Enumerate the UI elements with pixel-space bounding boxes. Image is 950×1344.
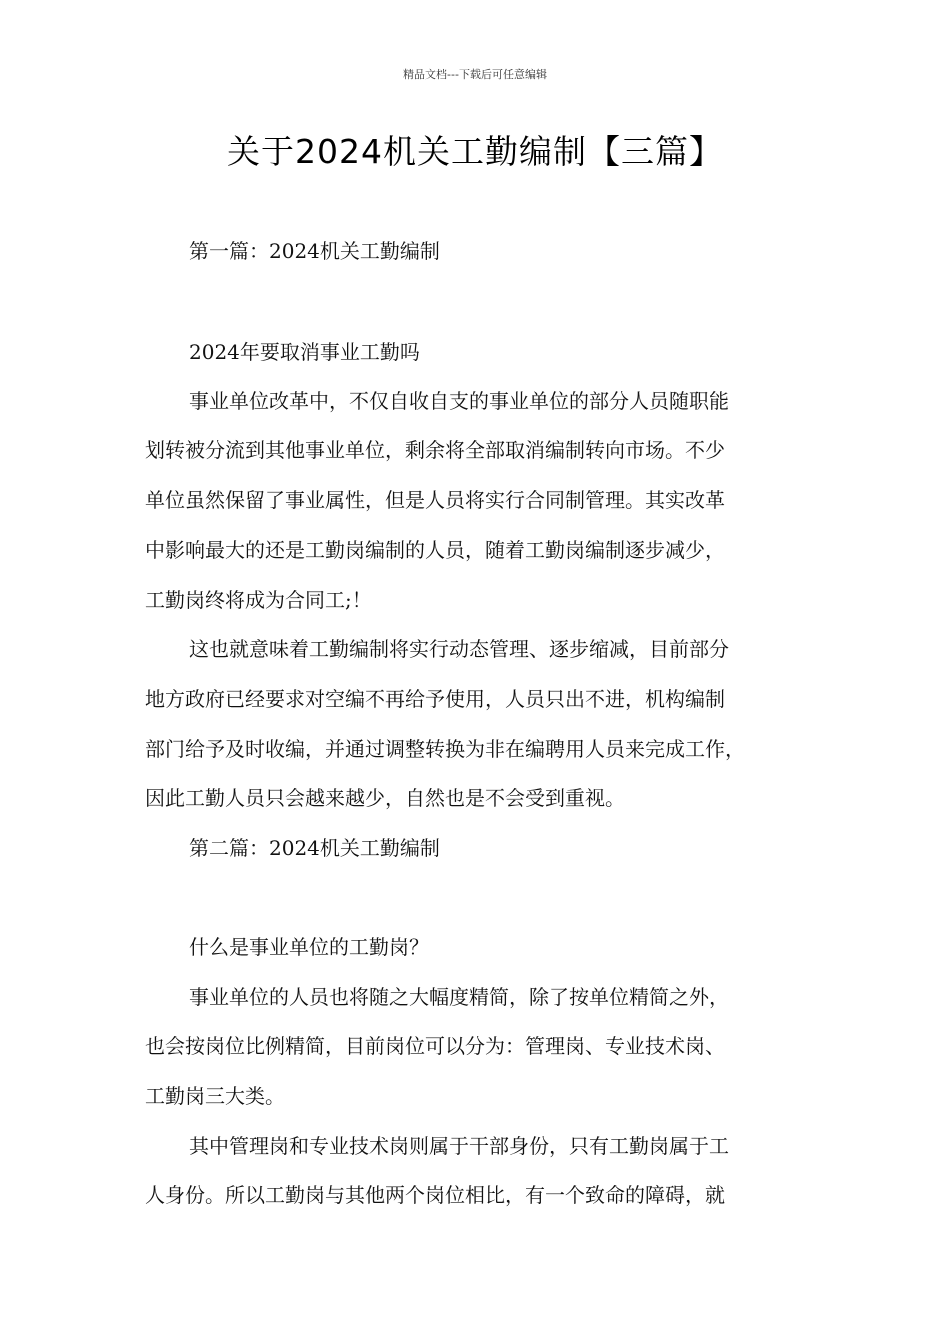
header-note: 精品文档---下载后可任意编辑 [403,68,547,81]
section-heading-1: 第一篇：2024机关工勤编制 [189,239,440,263]
paragraph-line: 工勤岗终将成为合同工;！ [145,588,372,612]
paragraph-line: 单位虽然保留了事业属性，但是人员将实行合同制管理。其实改革 [145,488,725,512]
subheading-2: 什么是事业单位的工勤岗？ [189,935,429,959]
subheading-1: 2024年要取消事业工勤吗 [189,340,420,364]
paragraph-line: 也会按岗位比例精简，目前岗位可以分为：管理岗、专业技术岗、 [145,1034,725,1058]
paragraph-line: 其中管理岗和专业技术岗则属于干部身份，只有工勤岗属于工 [189,1134,729,1158]
paragraph-line: 事业单位改革中，不仅自收自支的事业单位的部分人员随职能 [189,389,729,413]
paragraph-line: 因此工勤人员只会越来越少，自然也是不会受到重视。 [145,786,625,810]
paragraph-line: 工勤岗三大类。 [145,1084,285,1108]
section-heading-2: 第二篇：2024机关工勤编制 [189,836,440,860]
paragraph-line: 人身份。所以工勤岗与其他两个岗位相比，有一个致命的障碍，就 [145,1183,725,1207]
paragraph-line: 划转被分流到其他事业单位，剩余将全部取消编制转向市场。不少 [145,438,725,462]
paragraph-line: 这也就意味着工勤编制将实行动态管理、逐步缩减，目前部分 [189,637,729,661]
paragraph-line: 部门给予及时收编，并通过调整转换为非在编聘用人员来完成工作， [145,737,745,761]
paragraph-line: 地方政府已经要求对空编不再给予使用，人员只出不进，机构编制 [145,687,725,711]
document-title: 关于2024机关工勤编制【三篇】 [227,132,723,171]
paragraph-line: 中影响最大的还是工勤岗编制的人员，随着工勤岗编制逐步减少， [145,538,725,562]
paragraph-line: 事业单位的人员也将随之大幅度精简，除了按单位精简之外， [189,985,729,1009]
